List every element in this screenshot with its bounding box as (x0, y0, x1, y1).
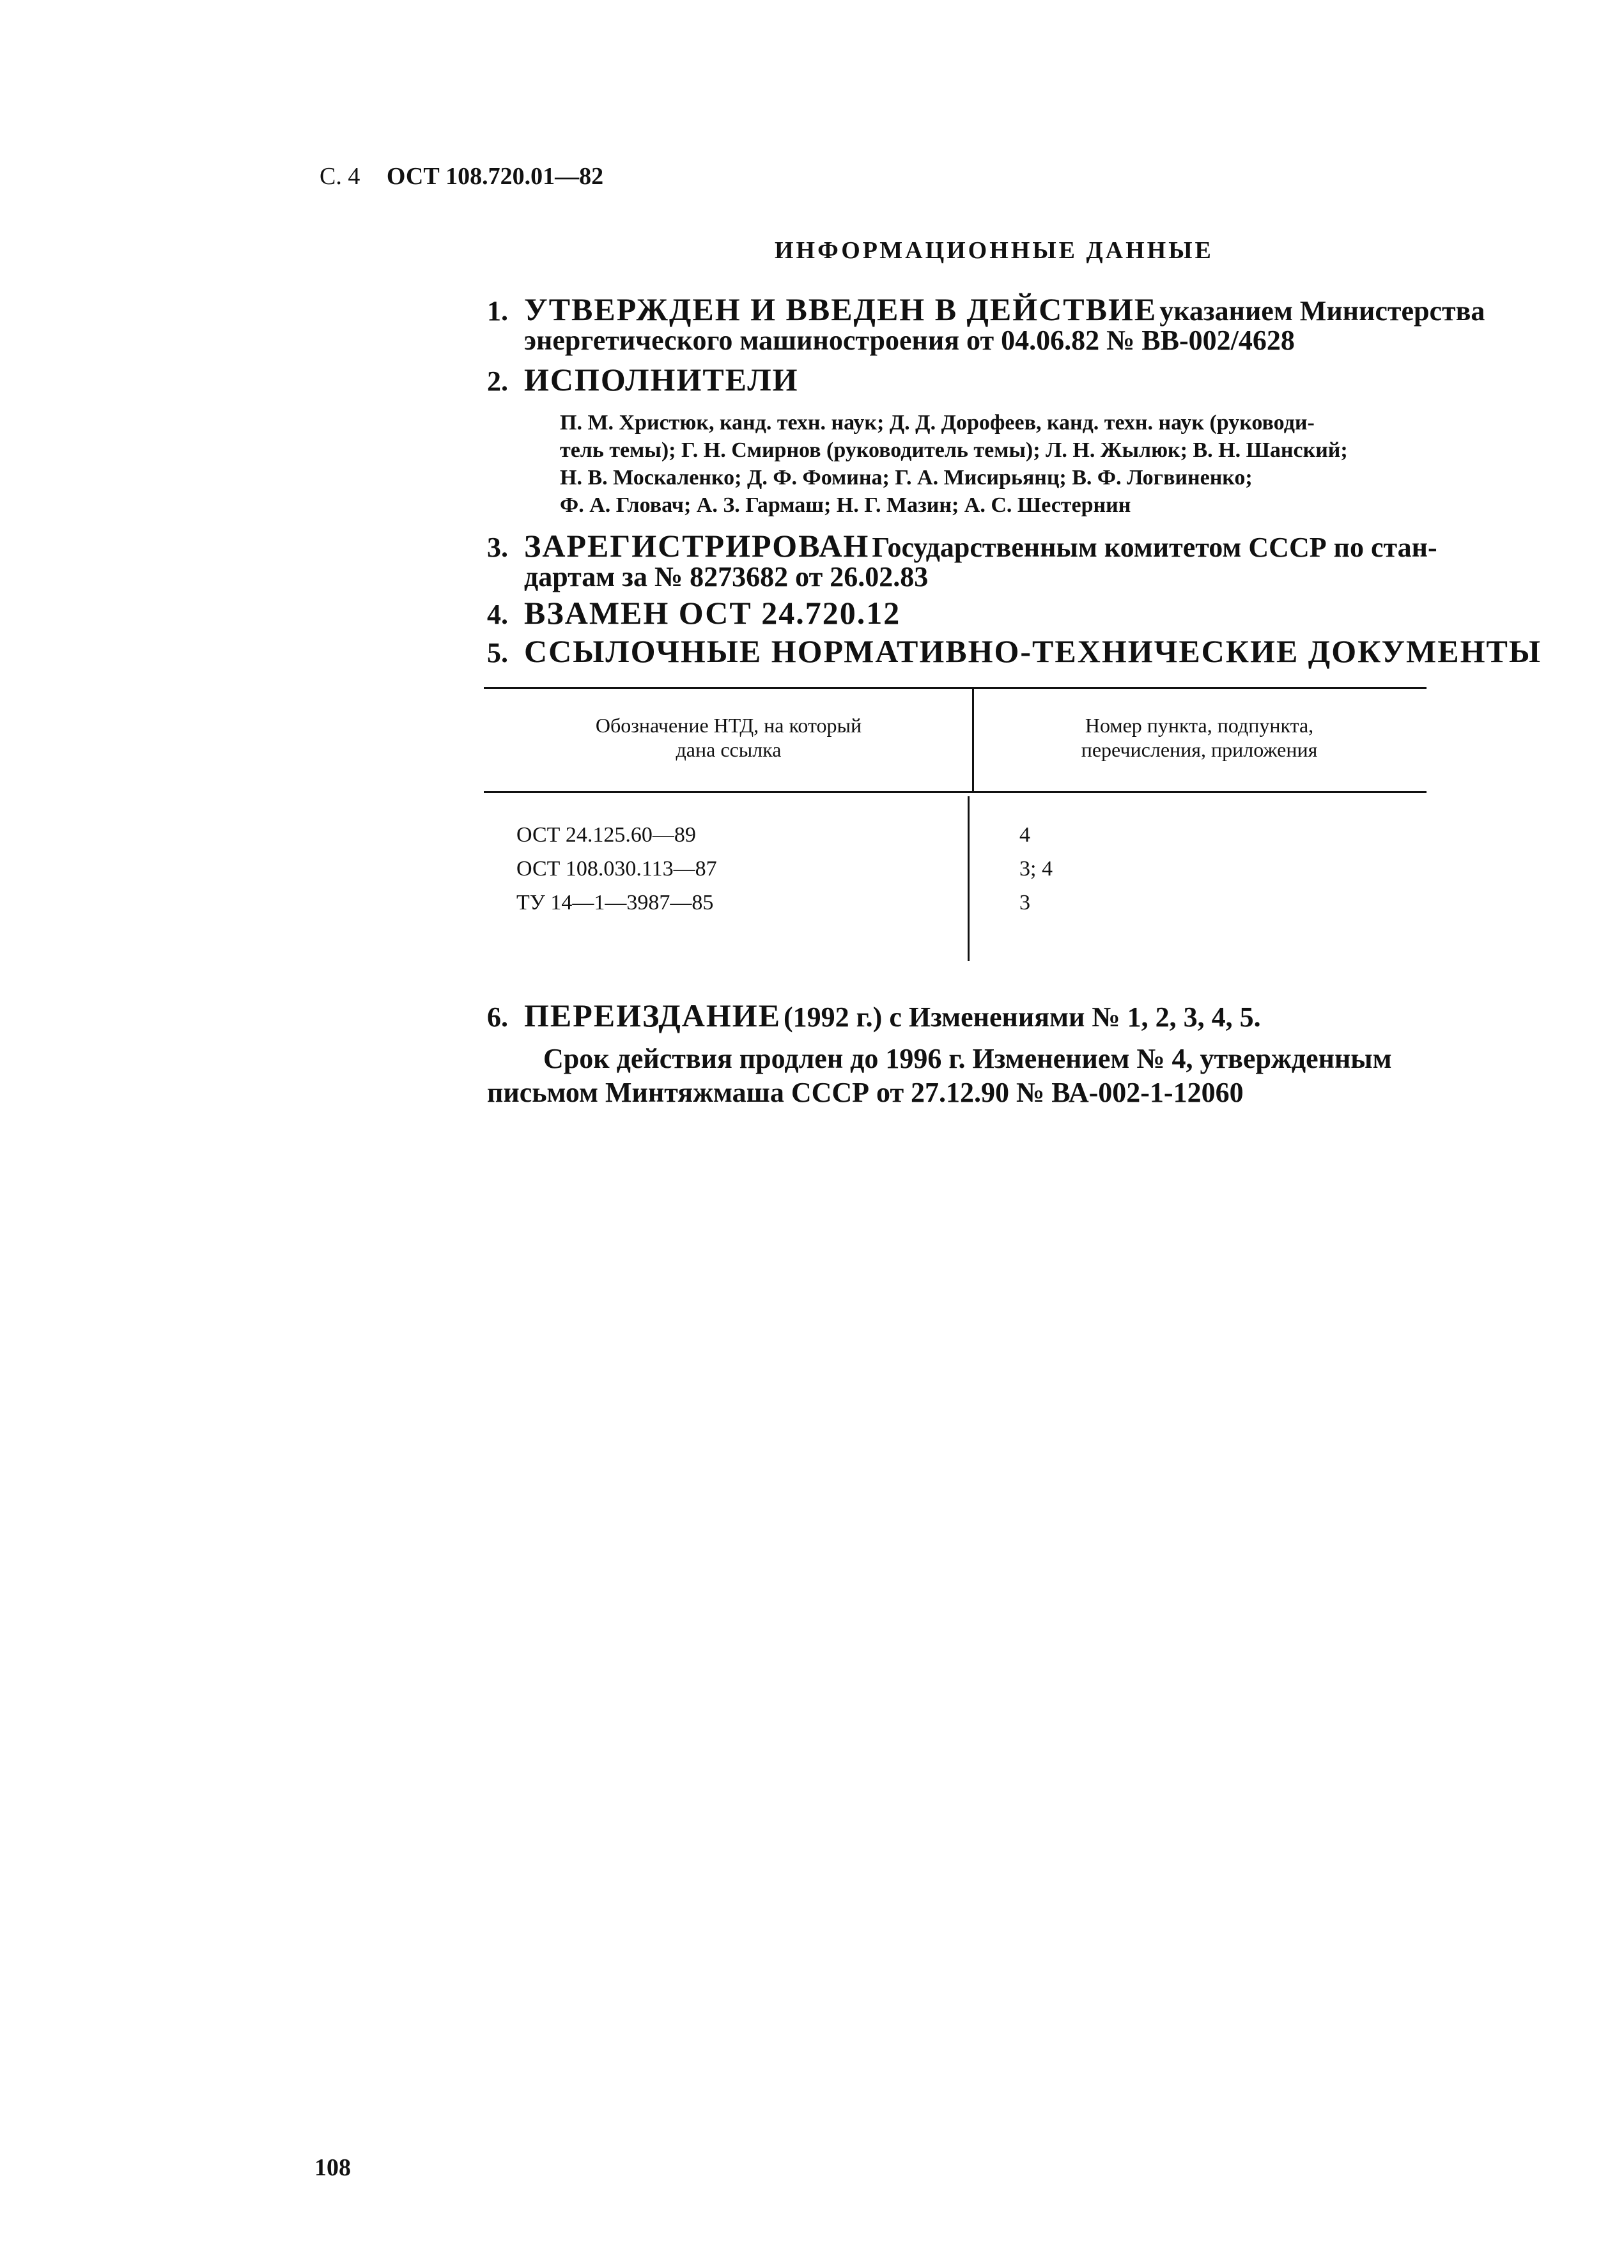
item-heading: ИСПОЛНИТЕЛИ (524, 362, 799, 397)
page-label: С. 4 (320, 163, 360, 190)
executors-line: тель темы); Г. Н. Смирнов (руководитель темы); Л. Н. Жылюк; В. Н. Шанский; (560, 438, 1348, 462)
item-text: указанием Министерства (1159, 295, 1485, 327)
table-column-divider (968, 796, 970, 961)
item-reissue (487, 997, 1261, 1034)
table-cell-doc: ОСТ 24.125.60—89 (516, 823, 696, 847)
item-replaces (487, 594, 901, 631)
item-heading: ПЕРЕИЗДАНИЕ (524, 998, 782, 1033)
executors-list (560, 409, 1427, 519)
item-heading: ВЗАМЕН ОСТ 24.720.12 (524, 595, 901, 631)
note-line: письмом Минтяжмаша СССР от 27.12.90 № ВА-002-1-12060 (487, 1077, 1244, 1108)
table-header-rule (484, 791, 1427, 793)
table-header-designation (486, 713, 971, 762)
header-line: перечисления, приложения (1081, 738, 1318, 761)
executors-line: Н. В. Москаленко; Д. Ф. Фомина; Г. А. Мисирьянц; В. Ф. Логвиненко; (560, 466, 1253, 490)
table-cell-ref: 3; 4 (1019, 857, 1053, 881)
table-header-clause (974, 713, 1425, 762)
item-executors (487, 361, 799, 398)
item-number: 4. (487, 599, 508, 630)
item-number: 5. (487, 637, 508, 668)
item-registered (487, 527, 1437, 592)
executors-line: Ф. А. Гловач; А. З. Гармаш; Н. Г. Мазин; А. С. Шестернин (560, 493, 1131, 517)
page-number: 108 (314, 2154, 351, 2181)
item-approved (487, 291, 1485, 356)
item-text: (1992 г.) с Изменениями № 1, 2, 3, 4, 5. (784, 1001, 1261, 1033)
item-reference-docs (487, 633, 1542, 670)
section-title: ИНФОРМАЦИОННЫЕ ДАННЫЕ (775, 237, 1214, 264)
executors-line: П. М. Христюк, канд. техн. наук; Д. Д. Дорофеев, канд. техн. наук (руководи- (560, 411, 1315, 435)
item-text: Государственным комитетом СССР по стан- (872, 532, 1437, 563)
item-number: 1. (487, 295, 508, 327)
table-cell-doc: ОСТ 108.030.113—87 (516, 857, 717, 881)
table-cell-ref: 4 (1019, 823, 1030, 847)
item-number: 3. (487, 532, 508, 563)
table-cell-ref: 3 (1019, 891, 1030, 914)
validity-note (487, 1042, 1392, 1109)
standard-designation: ОСТ 108.720.01—82 (386, 163, 604, 190)
table-top-rule (484, 687, 1427, 689)
header-line: Номер пункта, подпункта, (1085, 714, 1314, 737)
item-text: дартам за № 8273682 от 26.02.83 (524, 561, 929, 592)
header-line: дана ссылка (676, 738, 782, 761)
page-header (320, 162, 603, 190)
item-heading: ССЫЛОЧНЫЕ НОРМАТИВНО-ТЕХНИЧЕСКИЕ ДОКУМЕНТЫ (524, 633, 1542, 669)
item-heading: ЗАРЕГИСТРИРОВАН (524, 528, 870, 564)
item-heading: УТВЕРЖДЕН И ВВЕДЕН В ДЕЙСТВИЕ (524, 291, 1157, 327)
item-text: энергетического машиностроения от 04.06.82 № ВВ-002/4628 (524, 325, 1295, 356)
header-line: Обозначение НТД, на который (595, 714, 862, 737)
item-number: 6. (487, 1001, 508, 1033)
note-line: Срок действия продлен до 1996 г. Изменением № 4, утвержденным (543, 1043, 1392, 1074)
item-number: 2. (487, 366, 508, 397)
table-cell-doc: ТУ 14—1—3987—85 (516, 891, 714, 914)
